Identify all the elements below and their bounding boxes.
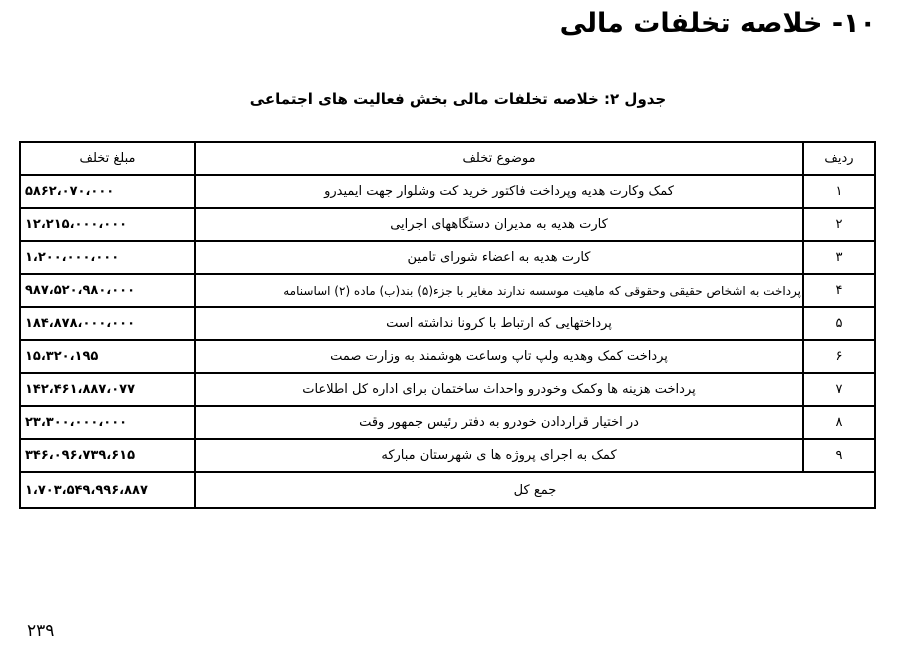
violations-table [19, 141, 876, 509]
row-amount: ۱۵،۳۲۰،۱۹۵ [20, 340, 195, 373]
row-amount: ۵۸۶۲،۰۷۰،۰۰۰ [20, 175, 195, 208]
row-subject: کمک به اجرای پروژه ها ی شهرستان مبارکه [195, 439, 803, 472]
table-row [20, 307, 875, 340]
row-amount: ۲۳،۳۰۰،۰۰۰،۰۰۰ [20, 406, 195, 439]
row-subject: پرداختهایی که ارتباط با کرونا نداشته است [195, 307, 803, 340]
header-row-number: ردیف [803, 142, 875, 175]
row-amount: ۱۴۲،۴۶۱،۸۸۷،۰۷۷ [20, 373, 195, 406]
row-number: ۸ [803, 406, 875, 439]
row-amount: ۱۲،۲۱۵،۰۰۰،۰۰۰ [20, 208, 195, 241]
table-row [20, 208, 875, 241]
row-amount: ۱۸۴،۸۷۸،۰۰۰،۰۰۰ [20, 307, 195, 340]
row-subject: کارت هدیه به مدیران دستگاههای اجرایی [195, 208, 803, 241]
row-subject: کارت هدیه به اعضاء شورای تامین [195, 241, 803, 274]
header-subject: موضوع تخلف [195, 142, 803, 175]
row-number: ۳ [803, 241, 875, 274]
row-number: ۹ [803, 439, 875, 472]
row-subject: پرداخت به اشخاص حقیقی وحقوقی که ماهیت موسسه ندارند مغایر با جزء(۵) بند(ب) ماده (۲) اساسنامه [195, 274, 803, 307]
table-row [20, 406, 875, 439]
table-row [20, 340, 875, 373]
row-number: ۴ [803, 274, 875, 307]
row-number: ۲ [803, 208, 875, 241]
row-amount: ۳۴۶،۰۹۶،۷۳۹،۶۱۵ [20, 439, 195, 472]
page-heading: ۱۰- خلاصه تخلفات مالی [559, 8, 876, 39]
table-row [20, 274, 875, 307]
row-subject: پرداخت کمک وهدیه ولپ تاپ وساعت هوشمند به وزارت صمت [195, 340, 803, 373]
table-row [20, 175, 875, 208]
row-number: ۶ [803, 340, 875, 373]
row-number: ۵ [803, 307, 875, 340]
table-row [20, 439, 875, 472]
table-row [20, 373, 875, 406]
page-number: ۲۳۹ [27, 621, 55, 641]
header-amount: مبلغ تخلف [20, 142, 195, 175]
row-amount: ۹۸۷،۵۲۰،۹۸۰،۰۰۰ [20, 274, 195, 307]
row-subject: در اختیار قراردادن خودرو به دفتر رئیس جمهور وقت [195, 406, 803, 439]
table-header-row [20, 142, 875, 175]
row-subject: کمک وکارت هدیه وپرداخت فاکتور خرید کت وشلوار جهت ایمیدرو [195, 175, 803, 208]
table-caption: جدول ۲: خلاصه تخلفات مالی بخش فعالیت های اجتماعی [249, 90, 667, 108]
row-amount: ۱،۲۰۰،۰۰۰،۰۰۰ [20, 241, 195, 274]
row-subject: پرداخت هزینه ها وکمک وخودرو واحداث ساختمان برای اداره کل اطلاعات [195, 373, 803, 406]
total-label: جمع کل [195, 472, 875, 508]
total-row [20, 472, 875, 508]
row-number: ۱ [803, 175, 875, 208]
total-amount: ۱،۷۰۳،۵۴۹،۹۹۶،۸۸۷ [20, 472, 195, 508]
row-number: ۷ [803, 373, 875, 406]
table-row [20, 241, 875, 274]
